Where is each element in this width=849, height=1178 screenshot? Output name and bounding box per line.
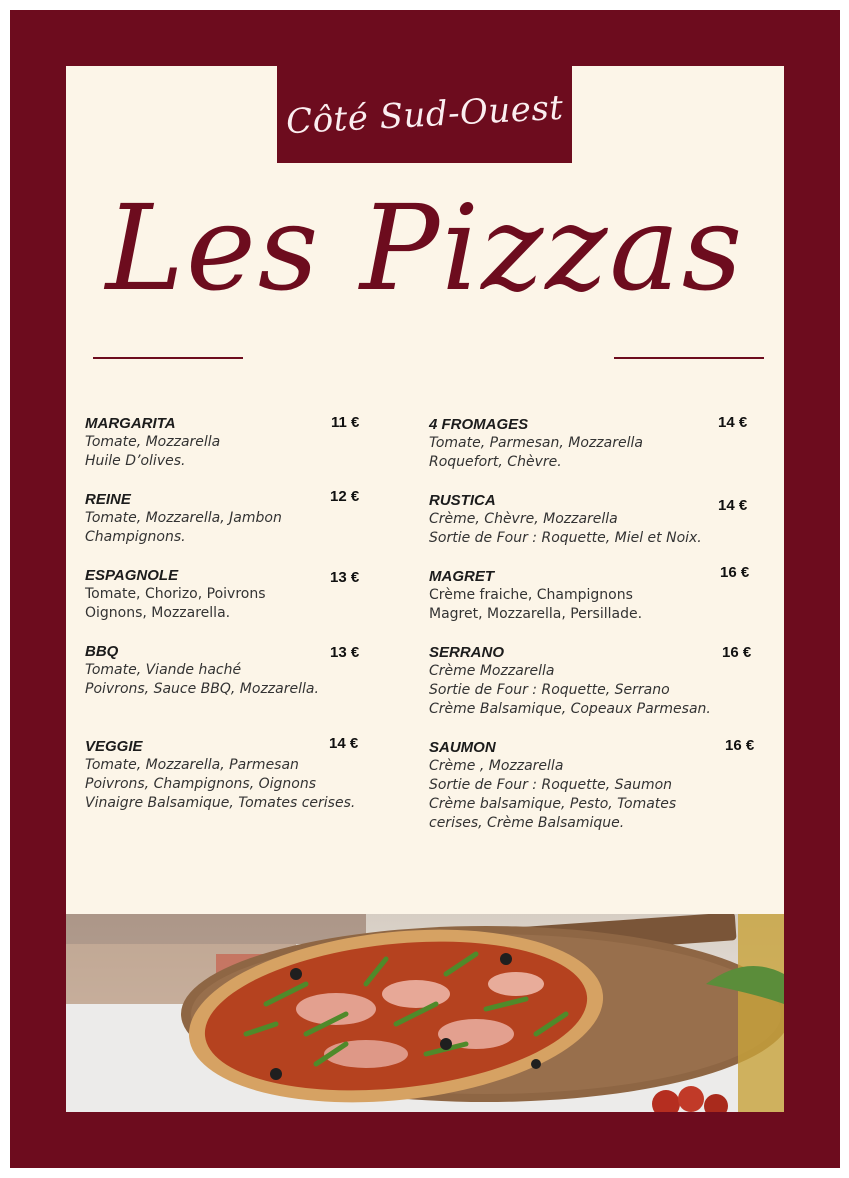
- item-name: SAUMON: [429, 739, 496, 756]
- item-desc-line: Crème , Mozzarella: [429, 758, 564, 774]
- menu-item-magret: [429, 567, 769, 624]
- item-desc-line: Poivrons, Champignons, Oignons: [85, 776, 317, 792]
- divider-right: [614, 357, 764, 359]
- item-desc-line: Crème Balsamique, Copeaux Parmesan.: [429, 701, 711, 717]
- item-desc-line: Vinaigre Balsamique, Tomates cerises.: [85, 795, 356, 811]
- item-name: ESPAGNOLE: [85, 567, 179, 584]
- page-title: Les Pizzas: [105, 179, 745, 317]
- item-price: 16 €: [720, 564, 750, 581]
- item-desc-line: Tomate, Viande haché: [85, 662, 242, 678]
- item-desc-line: Sortie de Four : Roquette, Saumon: [429, 777, 673, 793]
- item-name: MARGARITA: [85, 415, 176, 432]
- item-price: 16 €: [722, 644, 752, 661]
- item-name: MAGRET: [429, 568, 494, 585]
- item-price: 14 €: [718, 414, 748, 431]
- item-price: 14 €: [329, 735, 359, 752]
- menu-item-saumon: [429, 738, 769, 833]
- item-desc-line: Tomate, Mozzarella, Jambon: [85, 510, 282, 526]
- item-name: REINE: [85, 491, 131, 508]
- item-desc-line: Crème Mozzarella: [429, 663, 555, 679]
- menu-item-veggie: [85, 737, 415, 813]
- menu-item-espagnole: [85, 566, 425, 623]
- item-desc-line: Tomate, Parmesan, Mozzarella: [429, 435, 643, 451]
- item-desc-line: Roquefort, Chèvre.: [429, 454, 562, 470]
- item-name: VEGGIE: [85, 738, 143, 755]
- menu-item-reine: [85, 490, 425, 547]
- item-price: 13 €: [330, 569, 360, 586]
- item-price: 14 €: [718, 497, 748, 514]
- item-desc-line: cerises, Crème Balsamique.: [429, 815, 625, 831]
- item-name: 4 FROMAGES: [429, 416, 529, 433]
- item-price: 13 €: [330, 644, 360, 661]
- item-desc-line: Poivrons, Sauce BBQ, Mozzarella.: [85, 681, 319, 697]
- menu-item-serrano: [429, 643, 752, 719]
- pizza-photo: [66, 914, 784, 1112]
- item-desc-line: Crème fraiche, Champignons: [429, 587, 633, 603]
- item-desc-line: Tomate, Mozzarella, Parmesan: [85, 757, 299, 773]
- item-desc-line: Magret, Mozzarella, Persillade.: [429, 606, 643, 622]
- brand-banner: [277, 66, 572, 163]
- item-desc-line: Sortie de Four : Roquette, Miel et Noix.: [429, 530, 702, 546]
- item-price: 16 €: [725, 737, 755, 754]
- item-name: RUSTICA: [429, 492, 496, 509]
- item-desc-line: Tomate, Chorizo, Poivrons: [85, 586, 266, 602]
- item-name: SERRANO: [429, 644, 505, 661]
- item-name: BBQ: [85, 643, 119, 660]
- divider-left: [93, 357, 243, 359]
- pizza-illustration: [66, 914, 784, 1112]
- menu-item-bbq: [85, 642, 425, 699]
- item-desc-line: Champignons.: [85, 529, 186, 545]
- item-desc-line: Oignons, Mozzarella.: [85, 605, 231, 621]
- menu-item-margarita: [85, 414, 425, 471]
- item-desc-line: Sortie de Four : Roquette, Serrano: [429, 682, 670, 698]
- item-desc-line: Huile D’olives.: [85, 453, 186, 469]
- item-desc-line: Crème balsamique, Pesto, Tomates: [429, 796, 677, 812]
- item-desc-line: Tomate, Mozzarella: [85, 434, 221, 450]
- item-price: 12 €: [330, 488, 360, 505]
- menu-item-rustica: [429, 491, 749, 548]
- item-desc-line: Crème, Chèvre, Mozzarella: [429, 511, 618, 527]
- brand-logo: Côté Sud-Ouest: [284, 87, 565, 142]
- item-price: 11 €: [331, 414, 360, 431]
